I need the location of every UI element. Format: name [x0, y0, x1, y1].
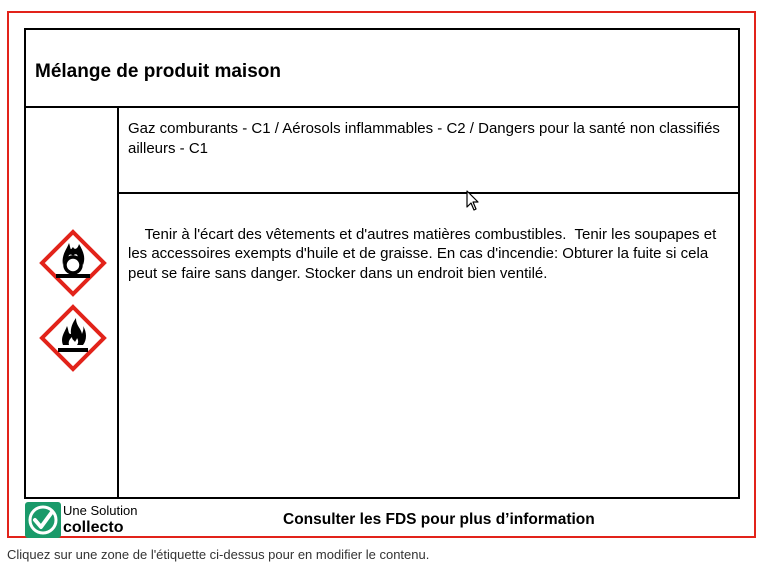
precautionary-statement-text: Tenir à l'écart des vêtements et d'autres matières combustibles. Tenir les soupapes et les accessoires exempts d'huile et de graisse. En cas d'incendie: Obturer la fuite si cela peut se faire sans danger. Stocker dans un endroit bien ventilé. — [128, 225, 721, 282]
precautionary-statement-zone[interactable] — [119, 194, 738, 497]
sds-note: Consulter les FDS pour plus d’information — [283, 511, 595, 528]
label-title-zone[interactable] — [26, 30, 738, 108]
brand-tagline: Une Solution — [63, 503, 138, 518]
mouse-cursor-icon — [466, 190, 480, 212]
brand-name: collecto — [63, 519, 124, 536]
pictogram-zone[interactable] — [26, 108, 119, 497]
ghs03-oxidizing-icon — [39, 229, 107, 297]
collecto-logo-icon — [25, 502, 61, 538]
help-text: Cliquez sur une zone de l'étiquette ci-dessus pour en modifier le contenu. — [7, 547, 430, 562]
hazard-statement-zone[interactable] — [119, 108, 738, 194]
product-title: Mélange de produit maison — [35, 61, 281, 82]
product-label — [24, 28, 740, 499]
ghs02-flammable-icon — [39, 304, 107, 372]
hazard-statement-text: Gaz comburants - C1 / Aérosols inflammables - C2 / Dangers pour la santé non classifiés ailleurs - C1 — [128, 120, 720, 157]
